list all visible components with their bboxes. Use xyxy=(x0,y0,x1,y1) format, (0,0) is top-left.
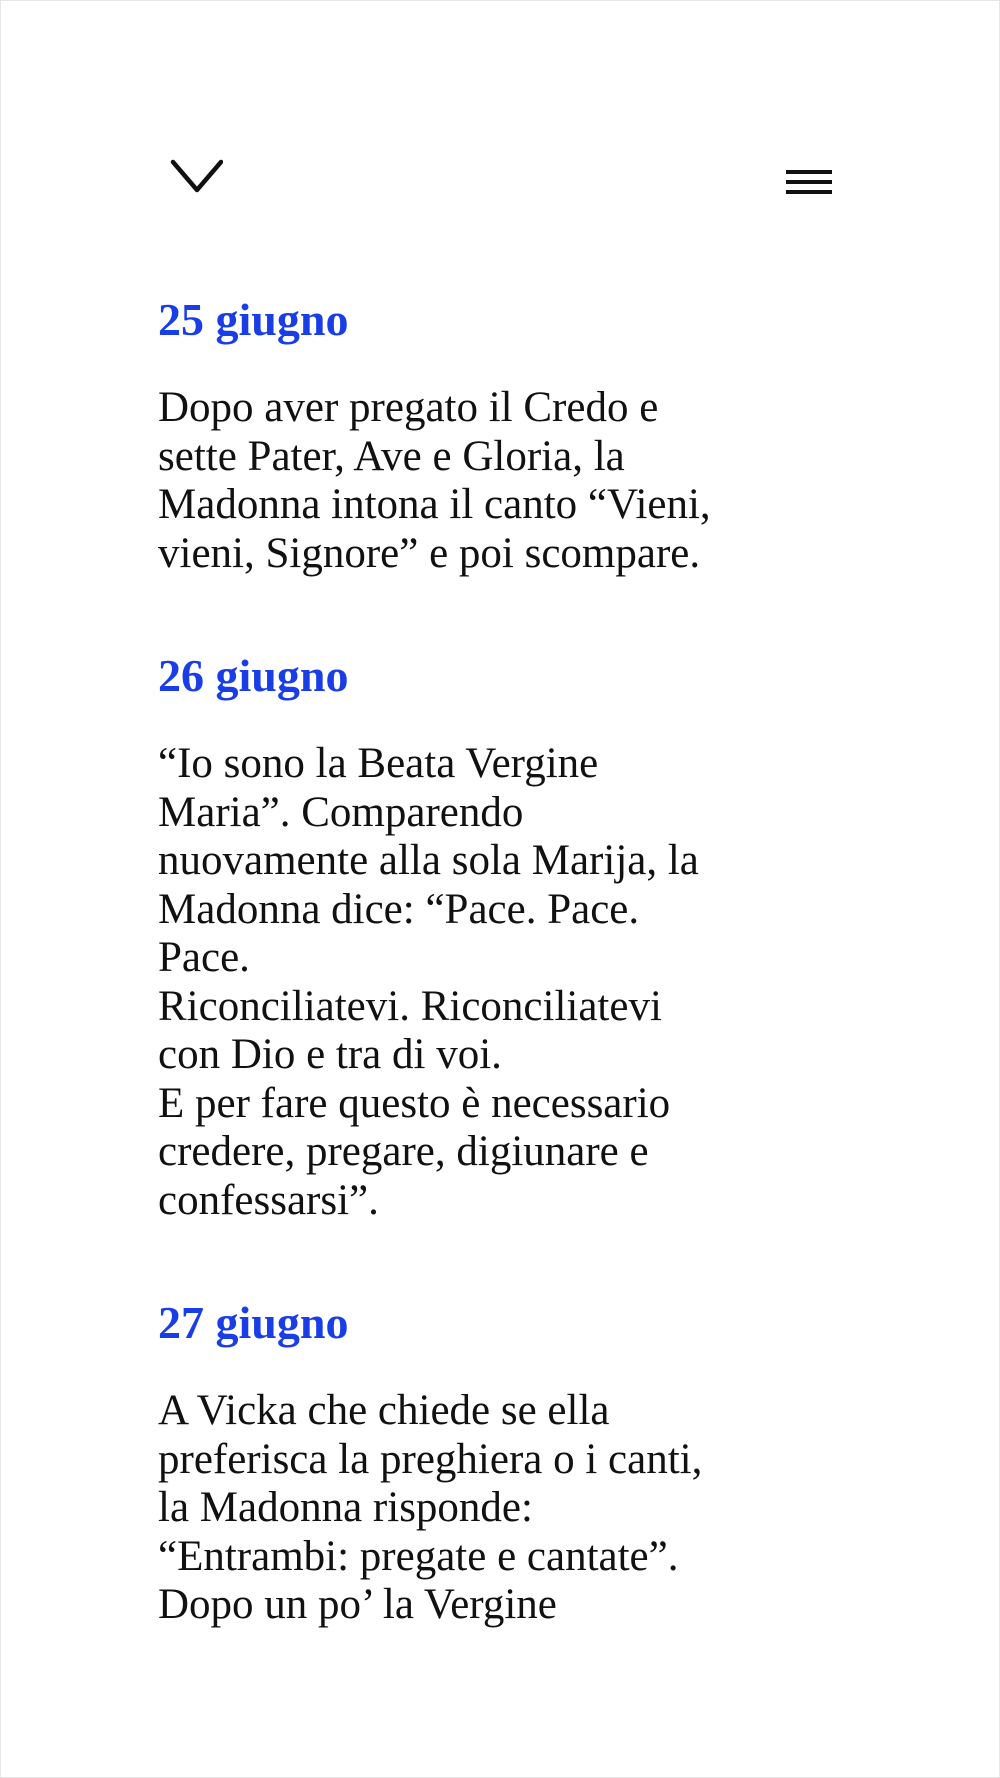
entry-text: A Vicka che chiede se ella preferisca la preghiera o i canti, la Madonna risponde: “Entrambi: pregate e cantate”. Dopo un po’ la Vergine xyxy=(158,1387,703,1628)
menu-button[interactable] xyxy=(778,160,838,210)
diary-entry xyxy=(158,292,878,578)
entry-text: “Io sono la Beata Vergine Maria”. Comparendo nuovamente alla sola Marija, la Madonna dice: “Pace. Pace. Pace. Riconciliatevi. Riconciliatevi con Dio e tra di voi. E per fare questo è necessario credere, pregare, digiunare e confessarsi”. xyxy=(158,740,699,1224)
article-content xyxy=(158,292,878,1630)
diary-entry xyxy=(158,1295,878,1630)
entry-date: 25 giugno xyxy=(158,294,349,345)
entry-date: 27 giugno xyxy=(158,1297,349,1348)
entry-text: Dopo aver pregato il Credo e sette Pater, Ave e Gloria, la Madonna intona il canto “Vieni, vieni, Signore” e poi scompare. xyxy=(158,384,711,577)
hamburger-menu-icon xyxy=(778,160,838,210)
top-bar xyxy=(0,0,1000,260)
entry-date: 26 giugno xyxy=(158,650,349,701)
chevron-down-icon xyxy=(163,150,223,200)
diary-entry xyxy=(158,648,878,1225)
back-button[interactable] xyxy=(163,150,223,200)
